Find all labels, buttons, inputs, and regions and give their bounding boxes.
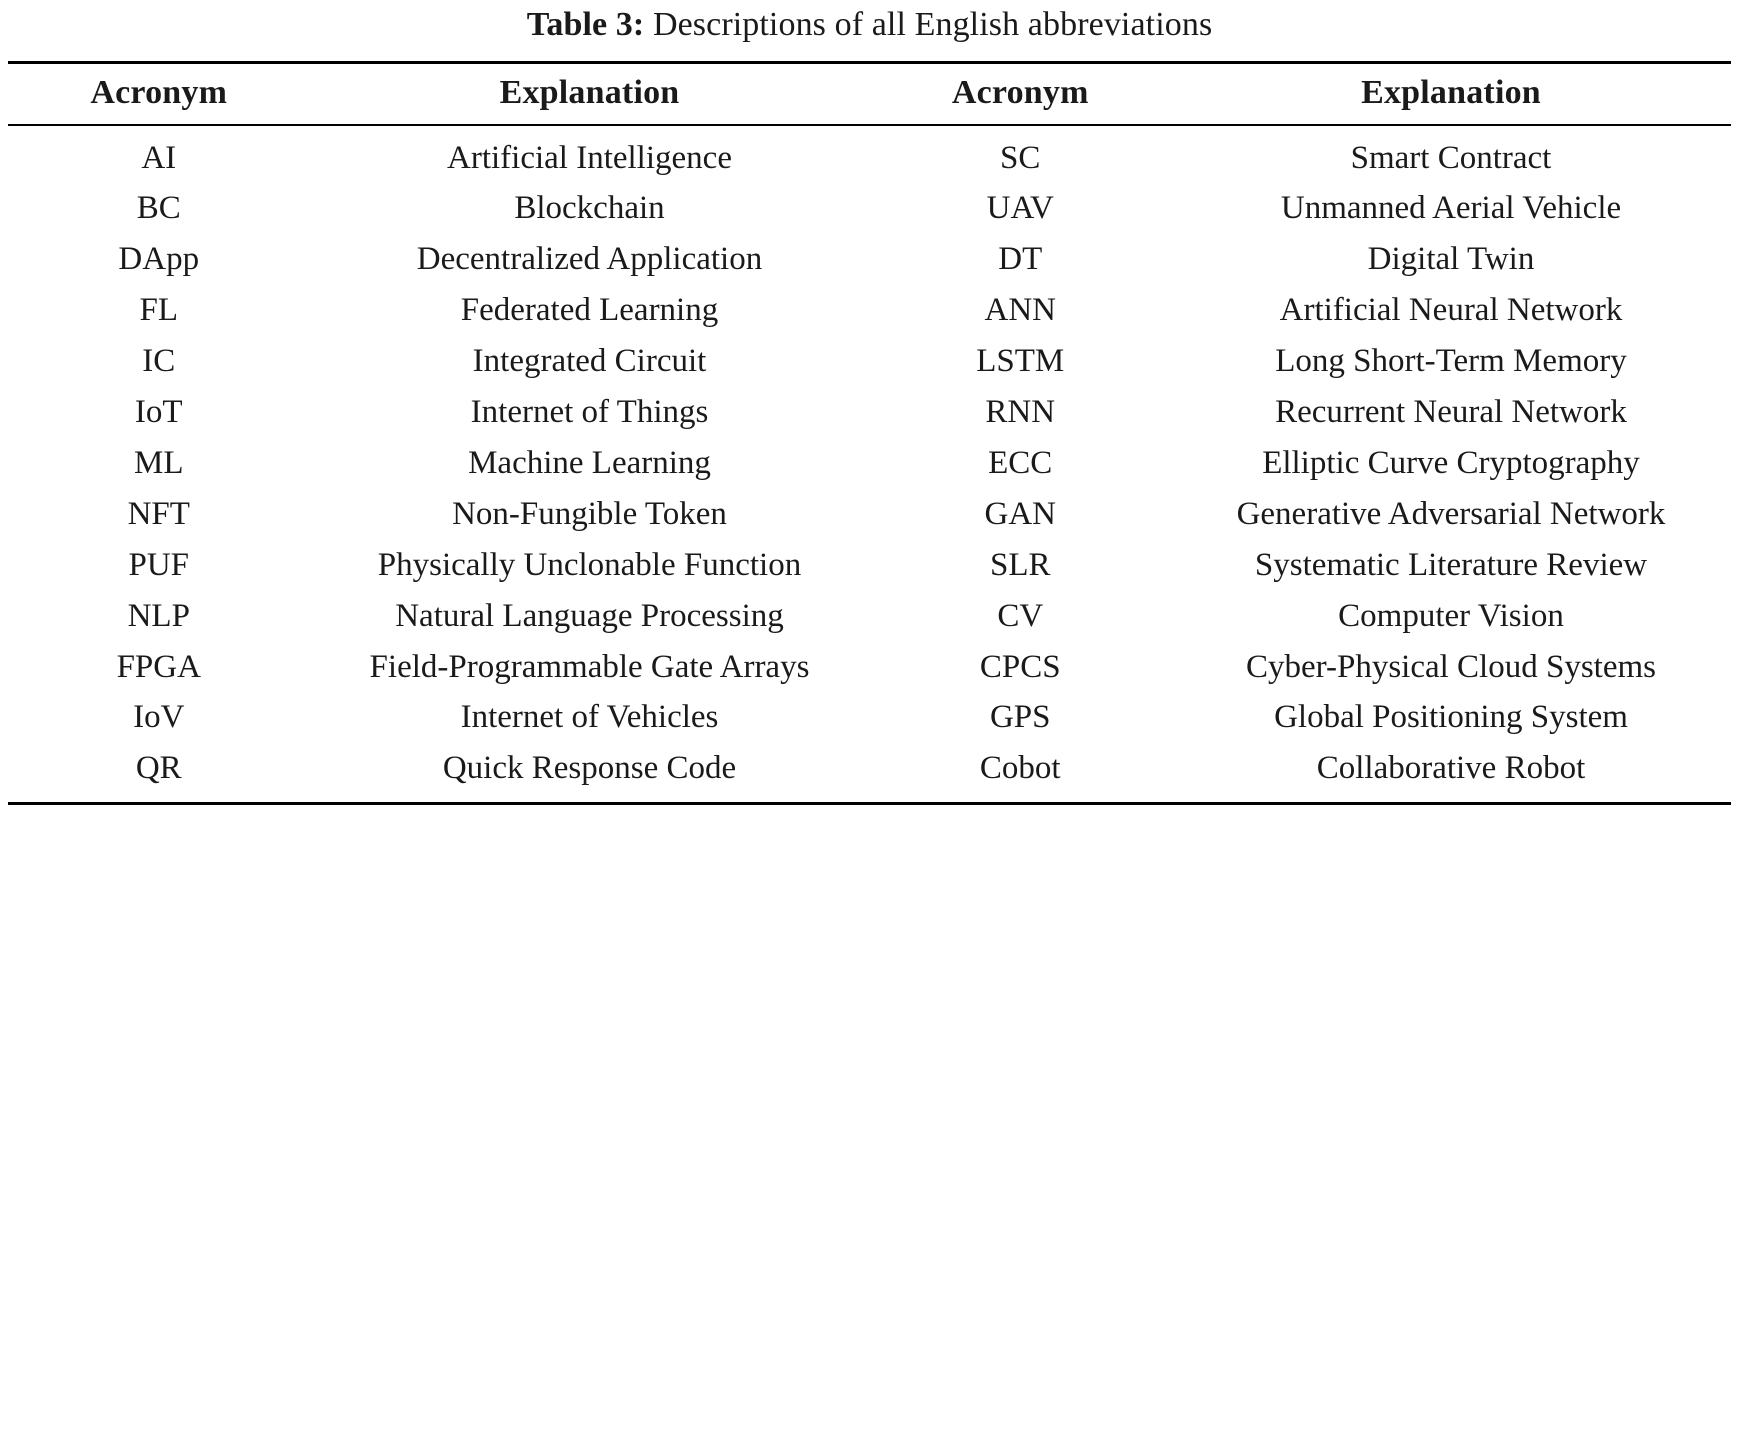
explanation-text: Artificial Neural Network [1279, 292, 1623, 329]
acronym-text: PUF [128, 546, 190, 583]
acronym-cell [869, 692, 1171, 743]
column-header-explanation-left: Explanation [310, 62, 870, 125]
acronym-cell [869, 387, 1171, 438]
acronym-cell [869, 125, 1171, 184]
acronym-cell [869, 183, 1171, 234]
explanation-text: Natural Language Processing [395, 597, 784, 634]
column-header-acronym-right: Acronym [869, 62, 1171, 125]
explanation-text: Internet of Vehicles [460, 699, 719, 736]
acronym-text: IC [142, 343, 176, 380]
table-header-row [8, 62, 1731, 125]
explanation-cell [1171, 387, 1731, 438]
acronym-text: ECC [988, 444, 1053, 481]
acronym-cell [869, 591, 1171, 642]
acronym-cell [8, 743, 310, 803]
table-row [8, 692, 1731, 743]
explanation-cell [1171, 234, 1731, 285]
explanation-cell [310, 183, 870, 234]
acronym-text: SC [1000, 139, 1041, 176]
acronym-cell [8, 234, 310, 285]
table-caption-label: Table 3: [526, 6, 645, 43]
acronym-text: Cobot [979, 750, 1061, 787]
acronym-cell [869, 336, 1171, 387]
explanation-cell [1171, 336, 1731, 387]
explanation-text: Elliptic Curve Cryptography [1262, 444, 1640, 481]
table-row [8, 234, 1731, 285]
acronym-text: UAV [986, 190, 1054, 227]
explanation-text: Federated Learning [460, 292, 719, 329]
explanation-cell [1171, 489, 1731, 540]
acronym-cell [869, 285, 1171, 336]
acronym-cell [8, 125, 310, 184]
explanation-cell [1171, 183, 1731, 234]
acronym-text: QR [135, 750, 182, 787]
acronym-text: NFT [127, 495, 190, 532]
table-row [8, 183, 1731, 234]
column-header-explanation-right: Explanation [1171, 62, 1731, 125]
acronym-text: IoV [133, 699, 185, 736]
explanation-cell [310, 125, 870, 184]
explanation-text: Physically Unclonable Function [377, 546, 802, 583]
explanation-text: Digital Twin [1367, 241, 1535, 278]
table-head [8, 62, 1731, 125]
explanation-text: Recurrent Neural Network [1275, 394, 1627, 431]
table-row [8, 743, 1731, 803]
acronym-text: DT [998, 241, 1043, 278]
acronym-text: CV [997, 597, 1044, 634]
acronym-text: SLR [989, 546, 1051, 583]
abbreviations-table [8, 61, 1731, 806]
explanation-cell [310, 692, 870, 743]
explanation-text: Unmanned Aerial Vehicle [1280, 190, 1622, 227]
table-row [8, 540, 1731, 591]
acronym-text: NLP [127, 597, 190, 634]
table-row [8, 285, 1731, 336]
explanation-cell [310, 234, 870, 285]
acronym-cell [8, 438, 310, 489]
acronym-text: CPCS [979, 648, 1061, 685]
explanation-text: Quick Response Code [442, 750, 737, 787]
acronym-text: ML [134, 444, 184, 481]
explanation-cell [1171, 285, 1731, 336]
explanation-cell [310, 438, 870, 489]
explanation-cell [310, 336, 870, 387]
table-row [8, 438, 1731, 489]
explanation-cell [1171, 743, 1731, 803]
acronym-cell [8, 540, 310, 591]
acronym-cell [869, 743, 1171, 803]
explanation-text: Non-Fungible Token [452, 495, 727, 532]
explanation-text: Integrated Circuit [472, 343, 707, 380]
acronym-cell [8, 642, 310, 693]
explanation-text: Smart Contract [1350, 139, 1552, 176]
explanation-text: Machine Learning [468, 444, 711, 481]
table-row [8, 642, 1731, 693]
table-row [8, 489, 1731, 540]
explanation-text: Global Positioning System [1274, 699, 1628, 736]
explanation-text: Systematic Literature Review [1254, 546, 1648, 583]
acronym-text: AI [141, 139, 177, 176]
acronym-text: BC [136, 190, 181, 227]
acronym-text: RNN [985, 394, 1056, 431]
explanation-cell [310, 540, 870, 591]
explanation-cell [1171, 692, 1731, 743]
acronym-text: GPS [989, 699, 1051, 736]
table-body [8, 125, 1731, 804]
acronym-text: FPGA [116, 648, 201, 685]
acronym-cell [869, 540, 1171, 591]
acronym-cell [8, 692, 310, 743]
explanation-cell [1171, 540, 1731, 591]
explanation-text: Blockchain [514, 190, 665, 227]
explanation-cell [310, 743, 870, 803]
explanation-cell [1171, 438, 1731, 489]
explanation-cell [1171, 591, 1731, 642]
acronym-cell [8, 336, 310, 387]
explanation-cell [310, 285, 870, 336]
table-row [8, 591, 1731, 642]
explanation-cell [310, 642, 870, 693]
table-row [8, 125, 1731, 184]
acronym-cell [8, 183, 310, 234]
explanation-text: Decentralized Application [416, 241, 763, 278]
acronym-text: IoT [134, 394, 183, 431]
table-caption-text: Descriptions of all English abbreviations [652, 6, 1213, 43]
acronym-text: FL [139, 292, 179, 329]
explanation-cell [310, 489, 870, 540]
column-header-acronym-left: Acronym [8, 62, 310, 125]
explanation-text: Collaborative Robot [1316, 750, 1586, 787]
acronym-cell [869, 489, 1171, 540]
table-row [8, 336, 1731, 387]
acronym-cell [8, 387, 310, 438]
explanation-text: Cyber-Physical Cloud Systems [1245, 648, 1656, 685]
acronym-cell [869, 642, 1171, 693]
table-caption [8, 0, 1731, 61]
acronym-text: ANN [984, 292, 1056, 329]
acronym-cell [869, 438, 1171, 489]
explanation-text: Artificial Intelligence [447, 139, 732, 176]
explanation-cell [1171, 642, 1731, 693]
acronym-cell [8, 285, 310, 336]
explanation-text: Generative Adversarial Network [1236, 495, 1666, 532]
explanation-text: Internet of Things [470, 394, 709, 431]
explanation-text: Long Short-Term Memory [1275, 343, 1627, 380]
acronym-cell [869, 234, 1171, 285]
acronym-text: GAN [984, 495, 1056, 532]
explanation-cell [1171, 125, 1731, 184]
acronym-text: LSTM [976, 343, 1065, 380]
acronym-cell [8, 591, 310, 642]
explanation-text: Field-Programmable Gate Arrays [369, 648, 810, 685]
explanation-cell [310, 591, 870, 642]
acronym-text: DApp [118, 241, 200, 278]
explanation-cell [310, 387, 870, 438]
table-row [8, 387, 1731, 438]
acronym-cell [8, 489, 310, 540]
explanation-text: Computer Vision [1338, 597, 1564, 634]
